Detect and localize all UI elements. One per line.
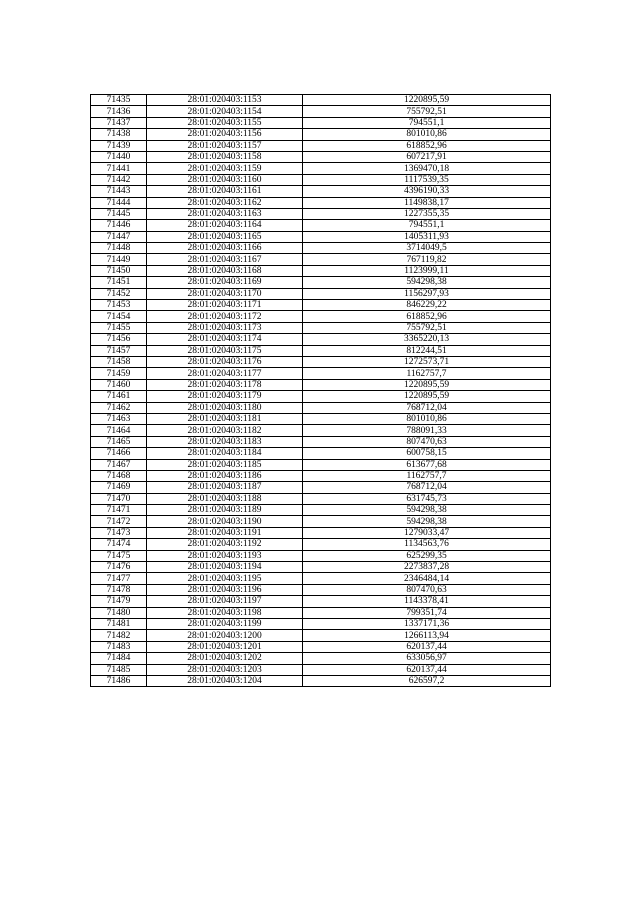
- row-number-cell: 71456: [91, 334, 147, 345]
- value-cell: 1266113,94: [303, 630, 551, 641]
- table-row: [91, 630, 551, 641]
- cadastral-number-cell: 28:01:020403:1192: [147, 539, 303, 550]
- row-number-cell: 71469: [91, 482, 147, 493]
- cadastral-number-cell: 28:01:020403:1189: [147, 505, 303, 516]
- row-number-cell: 71461: [91, 391, 147, 402]
- table-row: [91, 129, 551, 140]
- value-cell: 1220895,59: [303, 379, 551, 390]
- cadastral-number-cell: 28:01:020403:1187: [147, 482, 303, 493]
- row-number-cell: 71478: [91, 584, 147, 595]
- cadastral-number-cell: 28:01:020403:1175: [147, 345, 303, 356]
- cadastral-number-cell: 28:01:020403:1174: [147, 334, 303, 345]
- row-number-cell: 71477: [91, 573, 147, 584]
- value-cell: 768712,04: [303, 402, 551, 413]
- cadastral-number-cell: 28:01:020403:1181: [147, 413, 303, 424]
- row-number-cell: 71481: [91, 618, 147, 629]
- cadastral-number-cell: 28:01:020403:1184: [147, 448, 303, 459]
- cadastral-number-cell: 28:01:020403:1165: [147, 231, 303, 242]
- table-row: [91, 641, 551, 652]
- cadastral-number-cell: 28:01:020403:1162: [147, 197, 303, 208]
- value-cell: 801010,86: [303, 129, 551, 140]
- row-number-cell: 71483: [91, 641, 147, 652]
- row-number-cell: 71442: [91, 174, 147, 185]
- row-number-cell: 71464: [91, 425, 147, 436]
- row-number-cell: 71473: [91, 527, 147, 538]
- row-number-cell: 71449: [91, 254, 147, 265]
- value-cell: 594298,38: [303, 277, 551, 288]
- value-cell: 1220895,59: [303, 391, 551, 402]
- table-row: [91, 459, 551, 470]
- table-row: [91, 516, 551, 527]
- table-row: [91, 505, 551, 516]
- cadastral-number-cell: 28:01:020403:1195: [147, 573, 303, 584]
- row-number-cell: 71463: [91, 413, 147, 424]
- table-row: [91, 527, 551, 538]
- value-cell: 1227355,35: [303, 208, 551, 219]
- row-number-cell: 71465: [91, 436, 147, 447]
- table-row: [91, 356, 551, 367]
- row-number-cell: 71476: [91, 562, 147, 573]
- value-cell: 613677,68: [303, 459, 551, 470]
- table-row: [91, 436, 551, 447]
- row-number-cell: 71467: [91, 459, 147, 470]
- table-row: [91, 106, 551, 117]
- row-number-cell: 71444: [91, 197, 147, 208]
- row-number-cell: 71475: [91, 550, 147, 561]
- value-cell: 618852,96: [303, 140, 551, 151]
- cadastral-number-cell: 28:01:020403:1159: [147, 163, 303, 174]
- cadastral-number-cell: 28:01:020403:1155: [147, 117, 303, 128]
- value-cell: 1279033,47: [303, 527, 551, 538]
- cadastral-number-cell: 28:01:020403:1199: [147, 618, 303, 629]
- row-number-cell: 71470: [91, 493, 147, 504]
- value-cell: 620137,44: [303, 664, 551, 675]
- row-number-cell: 71471: [91, 505, 147, 516]
- row-number-cell: 71445: [91, 208, 147, 219]
- row-number-cell: 71441: [91, 163, 147, 174]
- value-cell: 788091,33: [303, 425, 551, 436]
- table-row: [91, 140, 551, 151]
- table-row: [91, 334, 551, 345]
- table-row: [91, 618, 551, 629]
- row-number-cell: 71486: [91, 675, 147, 686]
- value-cell: 1369470,18: [303, 163, 551, 174]
- cadastral-number-cell: 28:01:020403:1168: [147, 265, 303, 276]
- cadastral-number-cell: 28:01:020403:1166: [147, 243, 303, 254]
- table-row: [91, 231, 551, 242]
- value-cell: 2346484,14: [303, 573, 551, 584]
- table-row: [91, 448, 551, 459]
- cadastral-number-cell: 28:01:020403:1157: [147, 140, 303, 151]
- value-cell: 768712,04: [303, 482, 551, 493]
- value-cell: 1162757,7: [303, 368, 551, 379]
- value-cell: 625299,35: [303, 550, 551, 561]
- cadastral-number-cell: 28:01:020403:1169: [147, 277, 303, 288]
- row-number-cell: 71438: [91, 129, 147, 140]
- table-row: [91, 664, 551, 675]
- value-cell: 767119,82: [303, 254, 551, 265]
- row-number-cell: 71460: [91, 379, 147, 390]
- row-number-cell: 71443: [91, 186, 147, 197]
- value-cell: 607217,91: [303, 151, 551, 162]
- cadastral-number-cell: 28:01:020403:1177: [147, 368, 303, 379]
- cadastral-number-cell: 28:01:020403:1173: [147, 322, 303, 333]
- table-row: [91, 493, 551, 504]
- cadastral-number-cell: 28:01:020403:1154: [147, 106, 303, 117]
- value-cell: 626597,2: [303, 675, 551, 686]
- value-cell: 846229,22: [303, 300, 551, 311]
- table-row: [91, 470, 551, 481]
- value-cell: 2273837,28: [303, 562, 551, 573]
- value-cell: 1405311,93: [303, 231, 551, 242]
- cadastral-number-cell: 28:01:020403:1200: [147, 630, 303, 641]
- cadastral-number-cell: 28:01:020403:1190: [147, 516, 303, 527]
- row-number-cell: 71452: [91, 288, 147, 299]
- table-row: [91, 265, 551, 276]
- table-row: [91, 653, 551, 664]
- cadastral-number-cell: 28:01:020403:1160: [147, 174, 303, 185]
- data-table: [90, 94, 551, 687]
- cadastral-number-cell: 28:01:020403:1153: [147, 95, 303, 106]
- value-cell: 1149838,17: [303, 197, 551, 208]
- cadastral-number-cell: 28:01:020403:1202: [147, 653, 303, 664]
- value-cell: 801010,86: [303, 413, 551, 424]
- row-number-cell: 71450: [91, 265, 147, 276]
- value-cell: 1143378,41: [303, 596, 551, 607]
- value-cell: 1156297,93: [303, 288, 551, 299]
- row-number-cell: 71440: [91, 151, 147, 162]
- table-row: [91, 539, 551, 550]
- value-cell: 1117539,35: [303, 174, 551, 185]
- table-row: [91, 300, 551, 311]
- table-row: [91, 288, 551, 299]
- value-cell: 1272573,71: [303, 356, 551, 367]
- value-cell: 807470,63: [303, 584, 551, 595]
- table-row: [91, 322, 551, 333]
- table-row: [91, 413, 551, 424]
- table-row: [91, 607, 551, 618]
- table-row: [91, 311, 551, 322]
- row-number-cell: 71468: [91, 470, 147, 481]
- row-number-cell: 71451: [91, 277, 147, 288]
- cadastral-number-cell: 28:01:020403:1178: [147, 379, 303, 390]
- row-number-cell: 71466: [91, 448, 147, 459]
- row-number-cell: 71455: [91, 322, 147, 333]
- table-row: [91, 675, 551, 686]
- table-row: [91, 482, 551, 493]
- cadastral-number-cell: 28:01:020403:1156: [147, 129, 303, 140]
- row-number-cell: 71462: [91, 402, 147, 413]
- value-cell: 4396190,33: [303, 186, 551, 197]
- row-number-cell: 71447: [91, 231, 147, 242]
- table-row: [91, 151, 551, 162]
- row-number-cell: 71439: [91, 140, 147, 151]
- table-row: [91, 208, 551, 219]
- table-row: [91, 174, 551, 185]
- cadastral-number-cell: 28:01:020403:1197: [147, 596, 303, 607]
- row-number-cell: 71480: [91, 607, 147, 618]
- row-number-cell: 71454: [91, 311, 147, 322]
- row-number-cell: 71485: [91, 664, 147, 675]
- value-cell: 755792,51: [303, 322, 551, 333]
- table-row: [91, 402, 551, 413]
- table-row: [91, 379, 551, 390]
- cadastral-number-cell: 28:01:020403:1164: [147, 220, 303, 231]
- cadastral-number-cell: 28:01:020403:1180: [147, 402, 303, 413]
- row-number-cell: 71482: [91, 630, 147, 641]
- table-body: [91, 95, 551, 687]
- row-number-cell: 71458: [91, 356, 147, 367]
- value-cell: 807470,63: [303, 436, 551, 447]
- value-cell: 755792,51: [303, 106, 551, 117]
- cadastral-number-cell: 28:01:020403:1193: [147, 550, 303, 561]
- cadastral-number-cell: 28:01:020403:1170: [147, 288, 303, 299]
- cadastral-number-cell: 28:01:020403:1185: [147, 459, 303, 470]
- row-number-cell: 71474: [91, 539, 147, 550]
- value-cell: 618852,96: [303, 311, 551, 322]
- value-cell: 3365220,13: [303, 334, 551, 345]
- value-cell: 633056,97: [303, 653, 551, 664]
- value-cell: 1220895,59: [303, 95, 551, 106]
- row-number-cell: 71459: [91, 368, 147, 379]
- table-row: [91, 596, 551, 607]
- row-number-cell: 71472: [91, 516, 147, 527]
- row-number-cell: 71457: [91, 345, 147, 356]
- value-cell: 812244,51: [303, 345, 551, 356]
- table-row: [91, 562, 551, 573]
- cadastral-number-cell: 28:01:020403:1198: [147, 607, 303, 618]
- table-row: [91, 368, 551, 379]
- table-row: [91, 117, 551, 128]
- value-cell: 1162757,7: [303, 470, 551, 481]
- value-cell: 1337171,36: [303, 618, 551, 629]
- value-cell: 794551,1: [303, 220, 551, 231]
- row-number-cell: 71453: [91, 300, 147, 311]
- table-row: [91, 220, 551, 231]
- row-number-cell: 71446: [91, 220, 147, 231]
- cadastral-number-cell: 28:01:020403:1172: [147, 311, 303, 322]
- value-cell: 799351,74: [303, 607, 551, 618]
- table-row: [91, 277, 551, 288]
- table-row: [91, 163, 551, 174]
- cadastral-number-cell: 28:01:020403:1203: [147, 664, 303, 675]
- cadastral-number-cell: 28:01:020403:1161: [147, 186, 303, 197]
- row-number-cell: 71435: [91, 95, 147, 106]
- value-cell: 3714049,5: [303, 243, 551, 254]
- cadastral-number-cell: 28:01:020403:1179: [147, 391, 303, 402]
- table-row: [91, 254, 551, 265]
- table-row: [91, 197, 551, 208]
- value-cell: 794551,1: [303, 117, 551, 128]
- cadastral-number-cell: 28:01:020403:1186: [147, 470, 303, 481]
- value-cell: 594298,38: [303, 516, 551, 527]
- cadastral-number-cell: 28:01:020403:1183: [147, 436, 303, 447]
- row-number-cell: 71484: [91, 653, 147, 664]
- row-number-cell: 71448: [91, 243, 147, 254]
- cadastral-number-cell: 28:01:020403:1171: [147, 300, 303, 311]
- value-cell: 594298,38: [303, 505, 551, 516]
- cadastral-number-cell: 28:01:020403:1176: [147, 356, 303, 367]
- cadastral-number-cell: 28:01:020403:1182: [147, 425, 303, 436]
- value-cell: 631745,73: [303, 493, 551, 504]
- value-cell: 1123999,11: [303, 265, 551, 276]
- value-cell: 1134563,76: [303, 539, 551, 550]
- table-row: [91, 186, 551, 197]
- table-row: [91, 345, 551, 356]
- row-number-cell: 71436: [91, 106, 147, 117]
- cadastral-number-cell: 28:01:020403:1163: [147, 208, 303, 219]
- table-row: [91, 550, 551, 561]
- cadastral-number-cell: 28:01:020403:1191: [147, 527, 303, 538]
- table-row: [91, 95, 551, 106]
- cadastral-number-cell: 28:01:020403:1201: [147, 641, 303, 652]
- table-row: [91, 573, 551, 584]
- cadastral-number-cell: 28:01:020403:1194: [147, 562, 303, 573]
- cadastral-number-cell: 28:01:020403:1204: [147, 675, 303, 686]
- cadastral-number-cell: 28:01:020403:1158: [147, 151, 303, 162]
- value-cell: 600758,15: [303, 448, 551, 459]
- table-row: [91, 584, 551, 595]
- cadastral-number-cell: 28:01:020403:1167: [147, 254, 303, 265]
- cadastral-number-cell: 28:01:020403:1196: [147, 584, 303, 595]
- row-number-cell: 71479: [91, 596, 147, 607]
- table-row: [91, 243, 551, 254]
- value-cell: 620137,44: [303, 641, 551, 652]
- table-row: [91, 425, 551, 436]
- row-number-cell: 71437: [91, 117, 147, 128]
- cadastral-number-cell: 28:01:020403:1188: [147, 493, 303, 504]
- table-row: [91, 391, 551, 402]
